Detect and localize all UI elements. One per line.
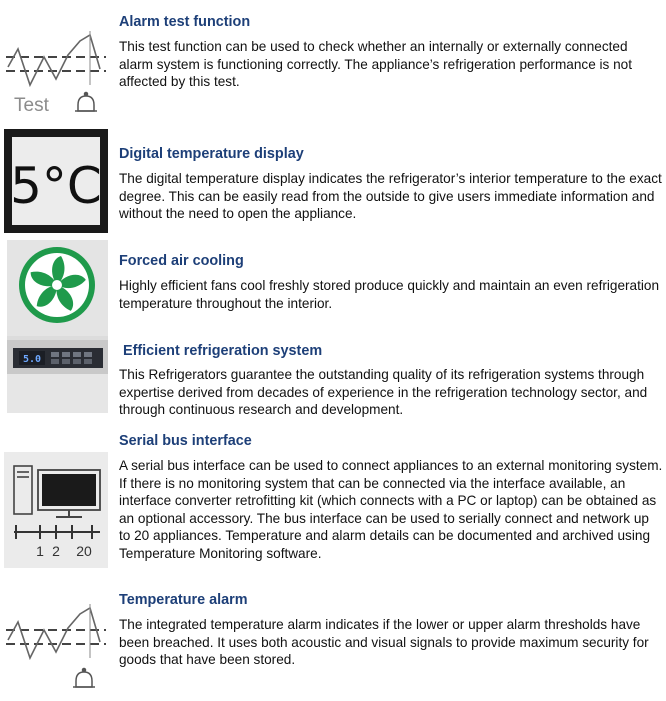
feature-title-forced-air-cooling: Forced air cooling [119,253,244,269]
feature-description-efficient-refrigeration: This Refrigerators guarantee the outstanding quality of its refrigeration systems through expertise derived from decades of experience in the refrigeration technology sector, and through continuous research and development. [119,367,648,418]
feature-title-alarm-test: Alarm test function [119,14,251,30]
feature-title-serial-bus: Serial bus interface [119,433,252,449]
feature-description-temperature-alarm: The integrated temperature alarm indicates if the lower or upper alarm thresholds have been breached. It uses both acoustic and visual signals to provide maximum security for goods that have been stored. [119,617,649,668]
temperature-alarm-icon [4,590,108,694]
feature-title-efficient-refrigeration: Efficient refrigeration system [123,343,323,359]
feature-description-alarm-test: This test function can be used to check whether an internally or externally connected alarm system is functioning correctly. The appliance’s refrigeration performance is not affected by this test. [119,39,633,90]
digital-display-icon [4,129,108,233]
feature-description-digital-display: The digital temperature display indicates the refrigerator’s interior temperature to the exact degree. This can be easily read from the outside to give users immediate information and without the need to open the appliance. [119,171,662,222]
test-label: Test [14,95,49,116]
feature-title-digital-display: Digital temperature display [119,146,304,162]
refrigeration-panel-image [7,240,108,413]
feature-description-serial-bus: A serial bus interface can be used to connect appliances to an external monitoring system. If there is no monitoring system that can be connected via the interface available, an interface converter retrofitting kit (which connects with a PC or laptop) can be obtained as an optional accessory. The bus interface can be used to serially connect and network up to 20 appliances. Temperature and alarm details can be documented and archived using Temperature Monitoring software. [119,458,663,561]
bus-label-2: 2 [52,543,60,559]
temperature-readout: 5°C [10,157,102,215]
feature-title-temperature-alarm: Temperature alarm [119,592,248,608]
feature-description-forced-air-cooling: Highly efficient fans cool freshly stored produce quickly and maintain an even refrigeration temperature throughout the interior. [119,278,660,311]
fan-icon [19,247,95,323]
control-panel-icon [7,340,108,374]
panel-readout: 5.0 [22,354,42,365]
bus-label-20: 20 [76,543,92,559]
serial-bus-icon [4,452,108,568]
alarm-test-icon [4,11,108,121]
bus-label-1: 1 [36,543,44,559]
monitor-icon [38,470,100,517]
